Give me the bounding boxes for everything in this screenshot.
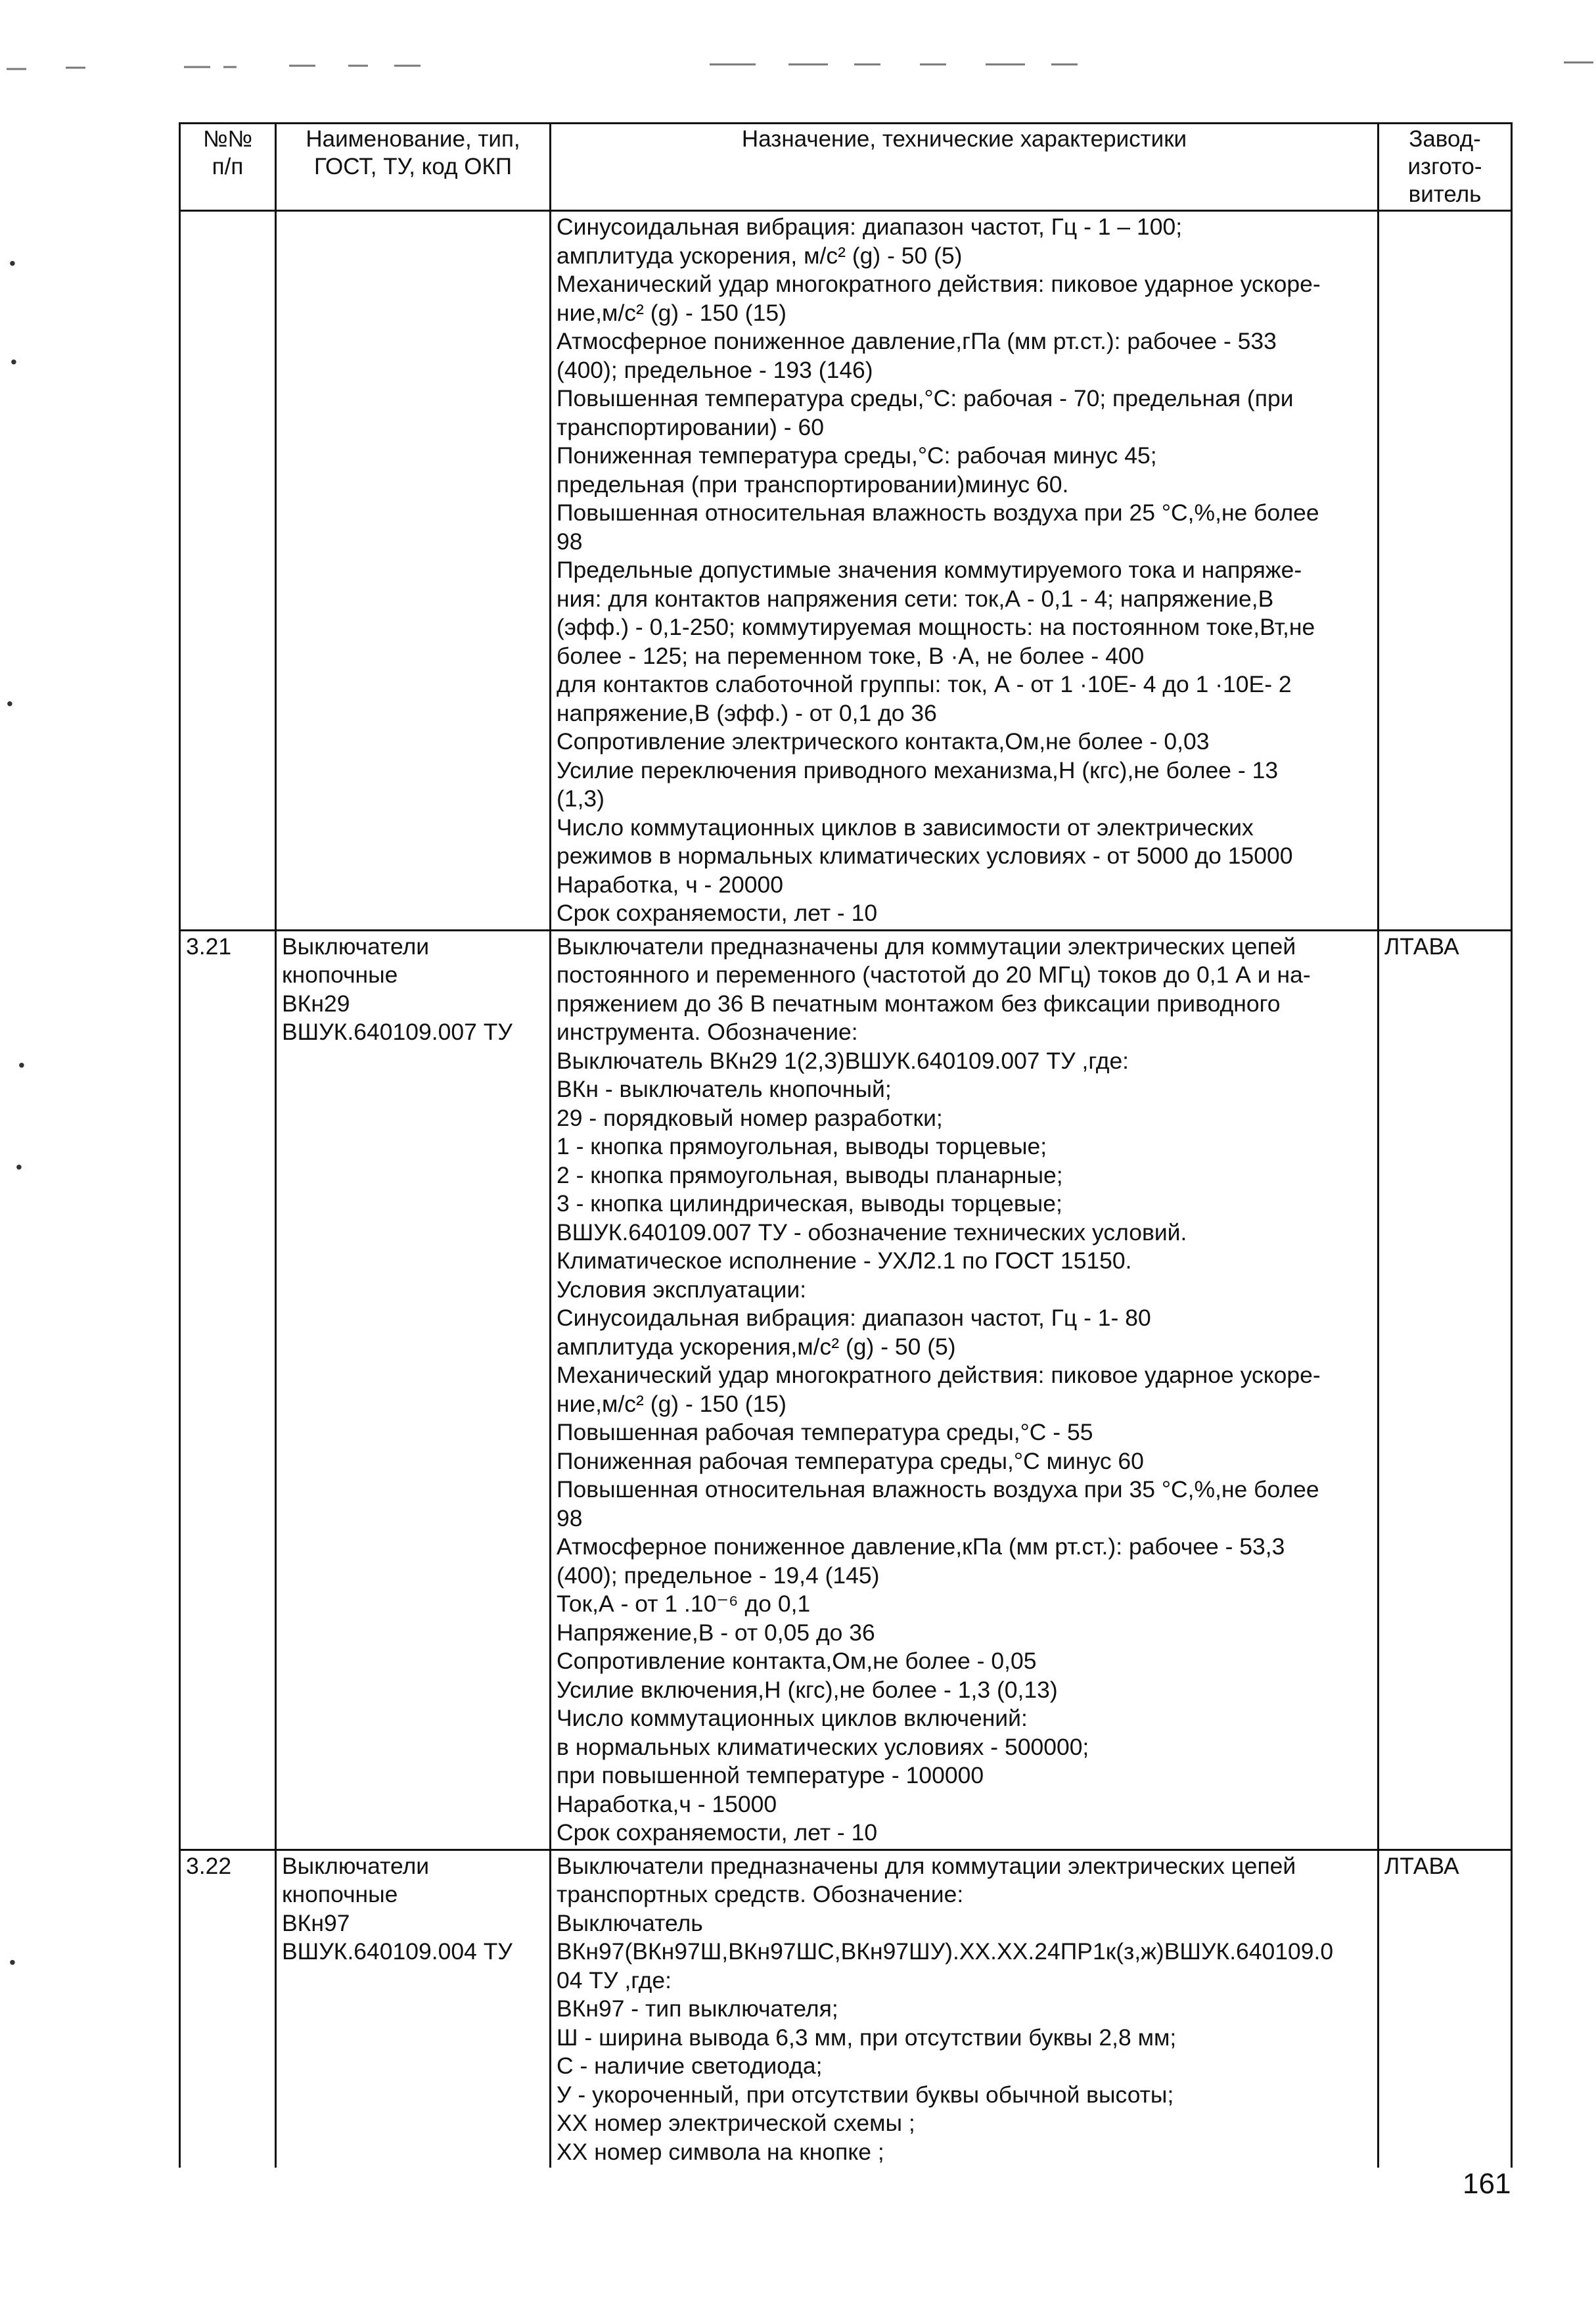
spec-line: режимов в нормальных климатических условиях - от 5000 до 15000 — [557, 843, 1293, 869]
row-maker-cell — [1379, 930, 1512, 1850]
header-maker-line: Завод- — [1409, 126, 1481, 152]
spec-line: С - наличие светодиода; — [557, 2053, 823, 2079]
header-num-line: п/п — [212, 154, 244, 179]
header-maker — [1379, 124, 1512, 211]
header-num-line: №№ — [202, 126, 253, 152]
spec-line: транспортных средств. Обозначение: — [557, 1881, 964, 1907]
header-purpose — [551, 124, 1379, 211]
scan-dot: • — [11, 352, 17, 372]
spec-line: Сопротивление электрического контакта,Ом,не более - 0,03 — [557, 728, 1210, 755]
table-row — [180, 1850, 1512, 2168]
header-name-line: ГОСТ, ТУ, код ОКП — [313, 154, 512, 179]
row-name-line: кнопочные — [282, 962, 398, 988]
spec-line: инструмента. Обозначение: — [557, 1019, 858, 1045]
spec-line: (400); предельное - 19,4 (145) — [557, 1562, 880, 1589]
spec-line: при повышенной температуре - 100000 — [557, 1762, 984, 1788]
spec-line: более - 125; на переменном токе, В ·А, не более - 400 — [557, 642, 1145, 669]
row-name-cell — [276, 1850, 551, 2168]
spec-line: Срок сохраняемости, лет - 10 — [557, 900, 878, 926]
spec-line: Атмосферное пониженное давление,кПа (мм рт.ст.): рабочее - 53,3 — [557, 1533, 1285, 1560]
table-row — [180, 930, 1512, 1850]
spec-line: в нормальных климатических условиях - 500000; — [557, 1733, 1089, 1760]
row-name-line: ВКн97 — [282, 1909, 350, 1936]
spec-line: Повышенная относительная влажность воздуха при 35 °С,%,не более — [557, 1476, 1319, 1502]
spec-line: Усилие переключения приводного механизма,Н (кгс),не более - 13 — [557, 757, 1279, 783]
header-maker-line: изгото- — [1407, 154, 1482, 179]
row-spec-cell — [551, 1850, 1379, 2168]
spec-line: (1,3) — [557, 785, 604, 812]
row-spec-cell — [551, 211, 1379, 931]
scan-dot: • — [7, 693, 13, 714]
header-name — [276, 124, 551, 211]
spec-line: Число коммутационных циклов в зависимости от электрических — [557, 814, 1254, 841]
spec-line: Условия эксплуатации: — [557, 1276, 807, 1303]
spec-line: Синусоидальная вибрация: диапазон частот, Гц - 1- 80 — [557, 1305, 1151, 1331]
spec-line: (400); предельное - 193 (146) — [557, 356, 873, 383]
page-number: 161 — [1463, 2168, 1511, 2200]
spec-line: Сопротивление контакта,Ом,не более - 0,05 — [557, 1648, 1037, 1674]
spec-line: ВКн - выключатель кнопочный; — [557, 1076, 892, 1102]
spec-line: XX номер символа на кнопке ; — [557, 2138, 884, 2165]
row-name-cell — [276, 930, 551, 1850]
spec-line: ние,м/с² (g) - 150 (15) — [557, 299, 787, 326]
spec-line: амплитуда ускорения, м/с² (g) - 50 (5) — [557, 242, 963, 269]
row-name-line: ВШУК.640109.004 ТУ — [282, 1938, 513, 1965]
spec-line: Климатическое исполнение - УХЛ2.1 по ГОСТ 15150. — [557, 1247, 1132, 1274]
row-number: 3.22 — [186, 1852, 232, 1879]
spec-line: Повышенная рабочая температура среды,°С - 55 — [557, 1419, 1093, 1445]
spec-line: ние,м/с² (g) - 150 (15) — [557, 1390, 787, 1417]
spec-line: Срок сохраняемости, лет - 10 — [557, 1819, 878, 1846]
row-name-line: ВКн29 — [282, 990, 350, 1017]
spec-line: Предельные допустимые значения коммутируемого тока и напряже- — [557, 557, 1302, 583]
components-table — [179, 122, 1513, 2168]
scan-artifact-marks — [0, 46, 1596, 72]
spec-line: Число коммутационных циклов включений: — [557, 1705, 1028, 1731]
spec-line: Повышенная температура среды,°С: рабочая - 70; предельная (при — [557, 385, 1294, 411]
row-number-cell — [180, 211, 276, 931]
spec-line: 2 - кнопка прямоугольная, выводы планарные; — [557, 1161, 1063, 1188]
row-maker-cell — [1379, 211, 1512, 931]
spec-line: для контактов слаботочной группы: ток, А - от 1 ·10Е- 4 до 1 ·10Е- 2 — [557, 671, 1292, 697]
row-spec-cell — [551, 930, 1379, 1850]
scan-dot: • — [18, 1055, 25, 1075]
spec-line: напряжение,В (эфф.) - от 0,1 до 36 — [557, 699, 937, 726]
spec-line: ВШУК.640109.007 ТУ - обозначение технических условий. — [557, 1219, 1187, 1246]
table-header-row — [180, 124, 1512, 211]
spec-line: XX номер электрической схемы ; — [557, 2110, 915, 2136]
spec-line: Выключатели предназначены для коммутации электрических цепей — [557, 933, 1296, 960]
row-number-cell — [180, 1850, 276, 2168]
spec-line: 98 — [557, 1504, 583, 1531]
row-name-line: Выключатели — [282, 1852, 430, 1879]
spec-line: Атмосферное пониженное давление,гПа (мм рт.ст.): рабочее - 533 — [557, 328, 1277, 354]
spec-line: У - укороченный, при отсутствии буквы обычной высоты; — [557, 2081, 1174, 2108]
spec-line: Синусоидальная вибрация: диапазон частот, Гц - 1 – 100; — [557, 214, 1183, 240]
spec-line: (эфф.) - 0,1-250; коммутируемая мощность: на постоянном токе,Вт,не — [557, 614, 1315, 640]
spec-line: Усилие включения,Н (кгс),не более - 1,3 (0,13) — [557, 1676, 1058, 1703]
scan-dot: • — [16, 1157, 22, 1177]
spec-line: Ш - ширина вывода 6,3 мм, при отсутствии буквы 2,8 мм; — [557, 2024, 1177, 2051]
row-name-line: Выключатели — [282, 933, 430, 960]
row-name-cell — [276, 211, 551, 931]
spec-line: амплитуда ускорения,м/с² (g) - 50 (5) — [557, 1333, 956, 1360]
spec-line: Механический удар многократного действия: пиковое ударное ускоре- — [557, 1362, 1321, 1388]
header-num — [180, 124, 276, 211]
header-purpose-line: Назначение, технические характеристики — [741, 126, 1187, 152]
row-number: 3.21 — [186, 933, 232, 960]
spec-line: Напряжение,В - от 0,05 до 36 — [557, 1619, 875, 1646]
spec-line: Пониженная рабочая температура среды,°С минус 60 — [557, 1447, 1144, 1474]
spec-line: Механический удар многократного действия: пиковое ударное ускоре- — [557, 271, 1321, 297]
header-maker-line: витель — [1408, 181, 1482, 207]
spec-line: Выключатели предназначены для коммутации электрических цепей — [557, 1852, 1296, 1879]
header-name-line: Наименование, тип, — [306, 126, 520, 152]
spec-line: Ток,А - от 1 .10⁻⁶ до 0,1 — [557, 1591, 811, 1617]
spec-line: ВКн97 - тип выключателя; — [557, 1995, 838, 2022]
scan-dot: • — [9, 1952, 16, 1972]
spec-line: Выключатель — [557, 1909, 703, 1936]
row-maker-cell — [1379, 1850, 1512, 2168]
spec-line: транспортировании) - 60 — [557, 413, 824, 440]
row-number-cell — [180, 930, 276, 1850]
row-name-line: кнопочные — [282, 1881, 398, 1907]
spec-line: 29 - порядковый номер разработки; — [557, 1104, 943, 1131]
scan-dot: • — [9, 253, 16, 273]
spec-line: ния: для контактов напряжения сети: ток,А - 0,1 - 4; напряжение,В — [557, 585, 1274, 612]
row-name-line: ВШУК.640109.007 ТУ — [282, 1019, 513, 1045]
spec-line: Наработка, ч - 20000 — [557, 871, 783, 898]
spec-line: постоянного и переменного (частотой до 20 МГц) токов до 0,1 А и на- — [557, 962, 1311, 988]
spec-line: Повышенная относительная влажность воздуха при 25 °С,%,не более — [557, 500, 1319, 526]
spec-line: ВКн97(ВКн97Ш,ВКн97ШС,ВКн97ШУ).XX.XX.24ПР1к(з,ж)ВШУК.640109.0 — [557, 1938, 1334, 1965]
row-maker: ЛТАВА — [1384, 933, 1459, 960]
spec-line: 1 - кнопка прямоугольная, выводы торцевые; — [557, 1133, 1047, 1159]
spec-line: Выключатель ВКн29 1(2,3)ВШУК.640109.007 ТУ ,где: — [557, 1047, 1129, 1074]
spec-line: Пониженная температура среды,°С: рабочая минус 45; — [557, 442, 1157, 469]
spec-line: Наработка,ч - 15000 — [557, 1790, 777, 1817]
table-row — [180, 211, 1512, 931]
spec-line: предельная (при транспортировании)минус 60. — [557, 471, 1069, 498]
spec-line: пряжением до 36 В печатным монтажом без фиксации приводного — [557, 990, 1281, 1017]
row-maker: ЛТАВА — [1384, 1852, 1459, 1879]
spec-line: 98 — [557, 528, 583, 555]
spec-line: 3 - кнопка цилиндрическая, выводы торцевые; — [557, 1190, 1062, 1217]
table-body — [180, 211, 1512, 2168]
spec-line: 04 ТУ ,где: — [557, 1967, 672, 1993]
